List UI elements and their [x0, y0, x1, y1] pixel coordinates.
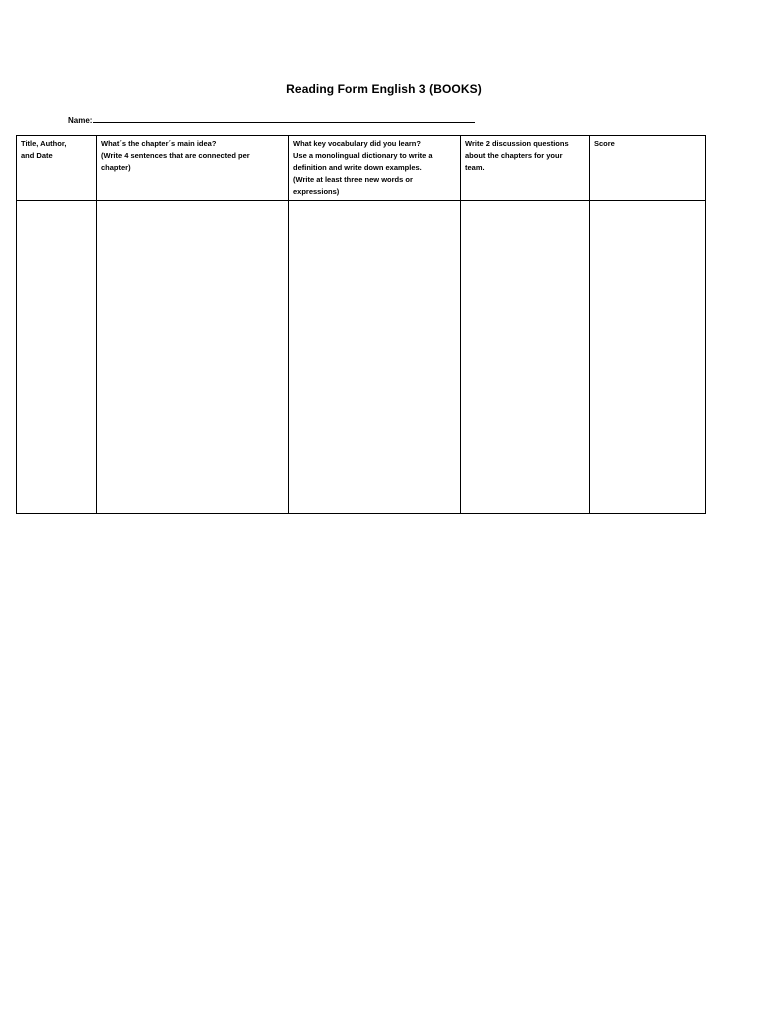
cell-key-vocabulary[interactable] [289, 201, 461, 514]
name-field-row [68, 111, 475, 125]
cell-title-author-date[interactable] [17, 201, 97, 514]
header-discussion-questions: Write 2 discussion questions about the chapters for your team. [461, 136, 590, 201]
header-score: Score [590, 136, 706, 201]
table-header-row [17, 136, 706, 201]
reading-form-table [16, 135, 706, 514]
name-label: Name: [68, 116, 93, 125]
cell-score[interactable] [590, 201, 706, 514]
table-row [17, 201, 706, 514]
header-title-author-date: Title, Author, and Date [17, 136, 97, 201]
name-blank-line[interactable] [93, 122, 475, 123]
header-key-vocabulary: What key vocabulary did you learn? Use a monolingual dictionary to write a definition and write down examples. (Write at least three new words or expressions) [289, 136, 461, 201]
header-main-idea: What´s the chapter´s main idea? (Write 4 sentences that are connected per chapter) [97, 136, 289, 201]
cell-main-idea[interactable] [97, 201, 289, 514]
page-title: Reading Form English 3 (BOOKS) [286, 82, 482, 96]
cell-discussion-questions[interactable] [461, 201, 590, 514]
